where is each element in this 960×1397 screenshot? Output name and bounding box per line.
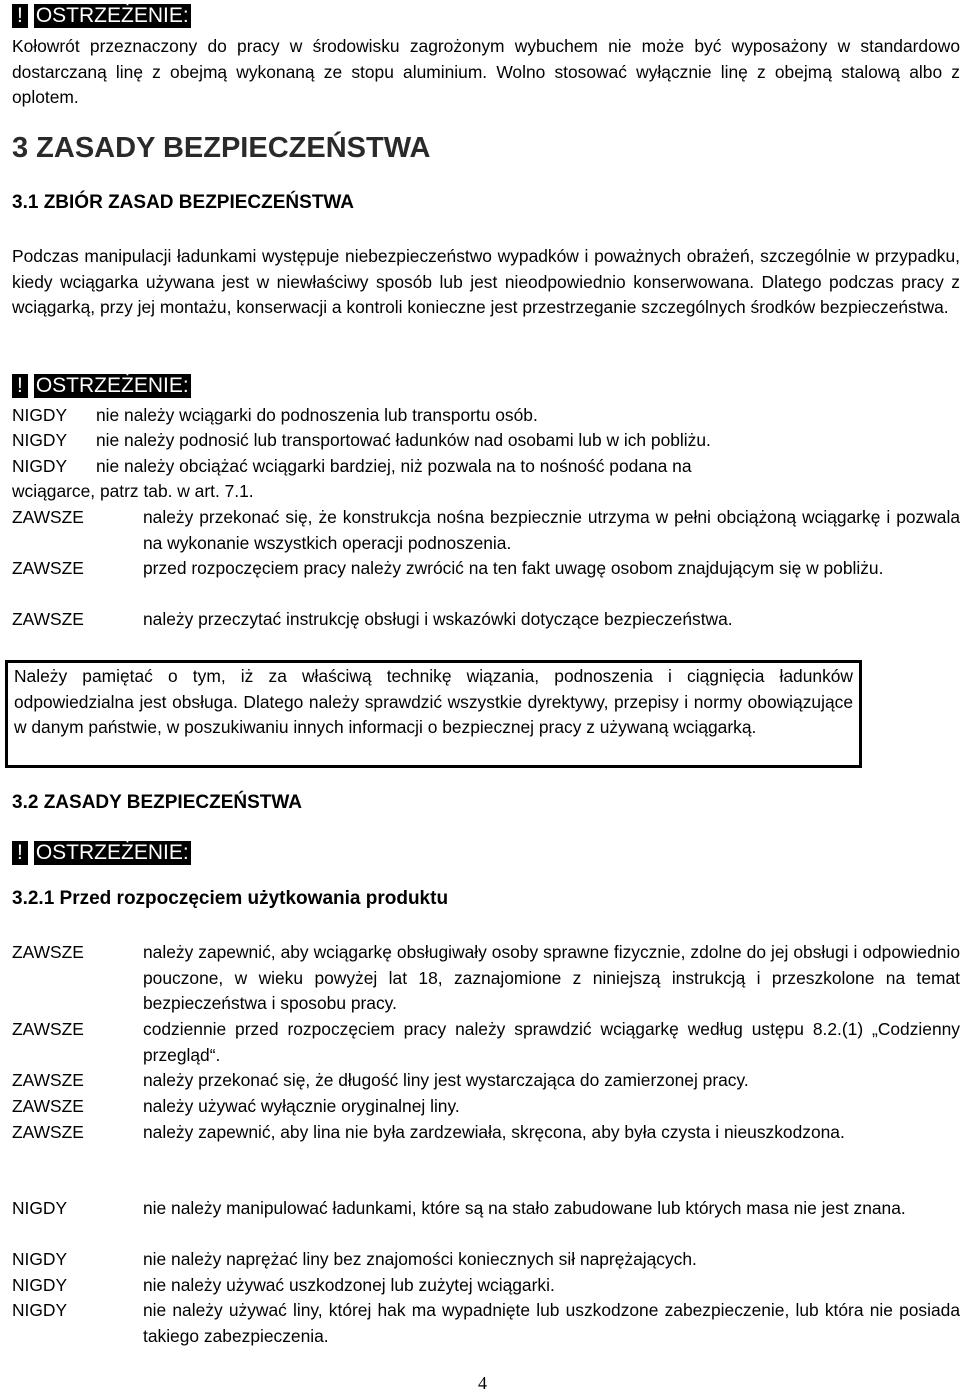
- rule-label: ZAWSZE: [12, 609, 84, 629]
- intro-paragraph: Kołowrót przeznaczony do pracy w środowisku zagrożonym wybuchem nie może być wyposażony w standardowo dostarczaną linę z obejmą wykonaną ze stopu aluminium. Wolno stosować wyłącznie linę z obejmą stalową albo z oplotem.: [12, 36, 960, 107]
- rule-label: ZAWSZE: [12, 507, 84, 527]
- warning-banner: [12, 841, 191, 865]
- rule-label: NIGDY: [12, 1198, 68, 1218]
- rule-text: przed rozpoczęciem pracy należy zwrócić na ten fakt uwagę osobom znajdującym się w pobliżu.: [143, 558, 884, 578]
- warning-banner: [12, 374, 191, 398]
- rule-label: ZAWSZE: [12, 1019, 84, 1039]
- section-3-2-title: 3.2 ZASADY BEZPIECZEŃSTWA: [12, 792, 302, 813]
- rule-label: NIGDY: [12, 1300, 68, 1320]
- rule-label: NIGDY: [12, 1249, 68, 1269]
- rule-label: ZAWSZE: [12, 1070, 84, 1090]
- rule-text: nie należy obciążać wciągarki bardziej, niż pozwala na to nośność podana na: [96, 456, 692, 476]
- section-3-2-1-title: 3.2.1 Przed rozpoczęciem użytkowania produktu: [12, 888, 449, 909]
- rule-text: należy przekonać się, że konstrukcja nośna bezpiecznie utrzyma w pełni obciążoną wciągarkę i pozwala na wykonanie wszystkich operacji podnoszenia.: [143, 507, 960, 553]
- rule-text: należy używać wyłącznie oryginalnej liny.: [143, 1096, 460, 1116]
- rule-text: nie należy wciągarki do podnoszenia lub transportu osób.: [96, 405, 538, 425]
- rule-label: NIGDY: [12, 456, 68, 476]
- rule-label: ZAWSZE: [12, 558, 84, 578]
- rule-text: nie należy używać uszkodzonej lub zużytej wciągarki.: [143, 1275, 555, 1295]
- warning-icon: !: [12, 374, 28, 398]
- warning-icon: !: [12, 841, 28, 865]
- section-3-title: 3 ZASADY BEZPIECZEŃSTWA: [12, 132, 431, 164]
- rule-text: należy przeczytać instrukcję obsługi i wskazówki dotyczące bezpieczeństwa.: [143, 609, 733, 629]
- rule-label: ZAWSZE: [12, 942, 84, 962]
- rule-text: nie należy podnosić lub transportować ładunków nad osobami lub w ich pobliżu.: [96, 430, 711, 450]
- warning-icon: !: [12, 4, 28, 28]
- rule-text: należy przekonać się, że długość liny jest wystarczająca do zamierzonej pracy.: [143, 1070, 749, 1090]
- warning-label: OSTRZEŻENIE:: [35, 841, 189, 864]
- section-3-1-title: 3.1 ZBIÓR ZASAD BEZPIECZEŃSTWA: [12, 192, 355, 213]
- rule-label: NIGDY: [12, 430, 68, 450]
- rule-text: należy zapewnić, aby lina nie była zardzewiała, skręcona, aby była czysta i nieuszkodzona.: [143, 1122, 845, 1142]
- rule-text: nie należy naprężać liny bez znajomości koniecznych sił naprężających.: [143, 1249, 697, 1269]
- warning-banner: [12, 4, 191, 28]
- rule-label: NIGDY: [12, 1275, 68, 1295]
- warning-label: OSTRZEŻENIE:: [35, 374, 189, 397]
- important-note-box: Należy pamiętać o tym, iż za właściwą technikę wiązania, podnoszenia i ciągnięcia ładunków odpowiedzialna jest obsługa. Dlatego należy sprawdzić wszystkie dyrektywy, przepisy i normy obowiązujące w danym państwie, w poszukiwaniu innych informacji o bezpiecznej pracy z używaną wciągarką.: [5, 660, 862, 768]
- rule-label: ZAWSZE: [12, 1122, 84, 1142]
- rule-text: nie należy manipulować ładunkami, które są na stało zabudowane lub których masa nie jest znana.: [143, 1198, 906, 1218]
- rule-text: nie należy używać liny, której hak ma wypadnięte lub uszkodzone zabezpieczenie, lub która nie posiada takiego zabezpieczenia.: [143, 1300, 960, 1346]
- rule-text: codziennie przed rozpoczęciem pracy należy sprawdzić wciągarkę według ustępu 8.2.(1) „Codzienny przegląd“.: [143, 1019, 960, 1065]
- rule-label: ZAWSZE: [12, 1096, 84, 1116]
- warning-label: OSTRZEŻENIE:: [35, 4, 189, 27]
- rule-text-continuation: wciągarce, patrz tab. w art. 7.1.: [12, 481, 254, 501]
- rule-label: NIGDY: [12, 405, 68, 425]
- page-number: 4: [478, 1373, 487, 1393]
- section-3-1-paragraph: Podczas manipulacji ładunkami występuje niebezpieczeństwo wypadków i poważnych obrażeń, szczególnie w przypadku, kiedy wciągarka używana jest w niewłaściwy sposób lub jest nieodpowiednio konserwowana. Dlatego podczas pracy z wciągarką, przy jej montażu, konserwacji a kontroli konieczne jest przestrzeganie szczególnych środków bezpieczeństwa.: [12, 246, 960, 317]
- rule-text: należy zapewnić, aby wciągarkę obsługiwały osoby sprawne fizycznie, zdolne do jej obsługi i odpowiednio pouczone, w wieku powyżej lat 18, zaznajomione z niniejszą instrukcją i przeszkolone na temat bezpieczeństwa i sposobu pracy.: [143, 942, 960, 1013]
